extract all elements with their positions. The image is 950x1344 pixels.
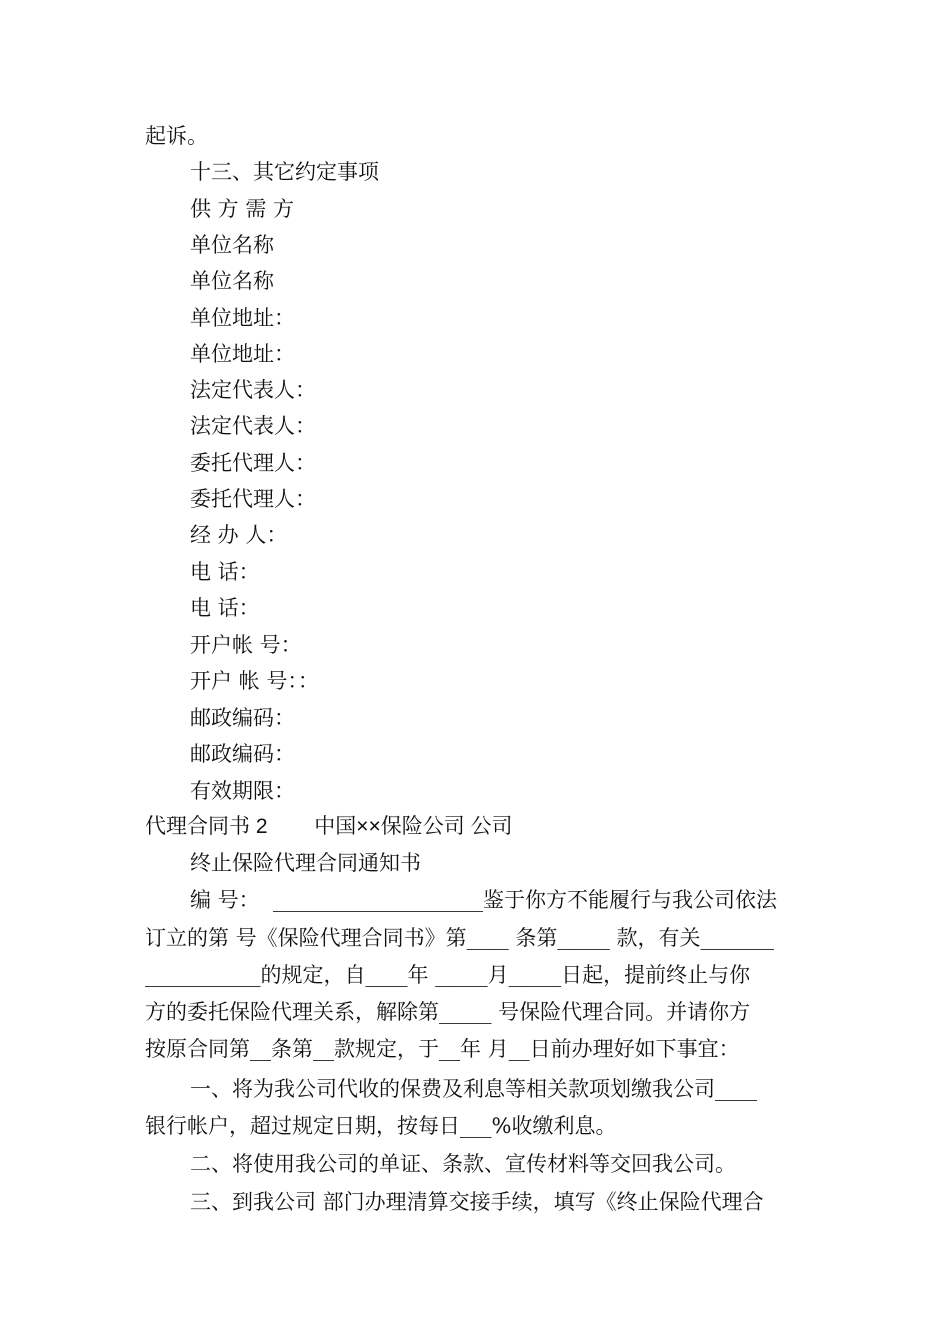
notice-title: 终止保险代理合同通知书 <box>190 851 421 875</box>
item-one-line-1: 一、将为我公司代收的保费及利息等相关款项划缴我公司____ <box>190 1077 757 1101</box>
item-two: 二、将使用我公司的单证、条款、宣传材料等交回我公司。 <box>190 1152 736 1176</box>
item-one-line-2: 银行帐户，超过规定日期，按每日___%收缴利息。 <box>145 1114 617 1138</box>
field-handler: 经 办 人： <box>190 523 288 547</box>
notice-paragraph-line-3: ___________的规定，自____年 _____月_____日起，提前终止与你 <box>145 963 751 987</box>
field-legal-rep-buyer: 法定代表人： <box>190 414 316 438</box>
field-phone-buyer: 电 话： <box>190 596 260 620</box>
field-agent-supplier: 委托代理人： <box>190 451 316 475</box>
field-agent-buyer: 委托代理人： <box>190 487 316 511</box>
notice-paragraph-line-5: 按原合同第__条第__款规定，于__年 月__日前办理好如下事宜： <box>145 1037 740 1061</box>
field-postcode-supplier: 邮政编码： <box>190 706 295 730</box>
field-phone-supplier: 电 话： <box>190 560 260 584</box>
item-three-line-1: 三、到我公司 部门办理清算交接手续，填写《终止保险代理合 <box>190 1190 764 1214</box>
field-unit-name-supplier: 单位名称 <box>190 233 274 257</box>
section-heading-other-matters: 十三、其它约定事项 <box>190 160 379 184</box>
party-header: 供 方 需 方 <box>190 197 295 221</box>
field-postcode-buyer: 邮政编码： <box>190 742 295 766</box>
notice-paragraph-line-1: 编 号： ____________________鉴于你方不能履行与我公司依法 <box>190 888 778 912</box>
field-account-supplier: 开户帐 号： <box>190 633 302 657</box>
field-unit-address-buyer: 单位地址： <box>190 342 295 366</box>
field-account-buyer: 开户 帐 号：： <box>190 669 319 693</box>
notice-paragraph-line-4: 方的委托保险代理关系，解除第_____ 号保险代理合同。并请你方 <box>145 1000 751 1024</box>
field-unit-name-buyer: 单位名称 <box>190 269 274 293</box>
field-validity: 有效期限： <box>190 779 295 803</box>
field-unit-address-supplier: 单位地址： <box>190 306 295 330</box>
field-legal-rep-supplier: 法定代表人： <box>190 378 316 402</box>
document-title-agency-contract: 代理合同书 2 中国××保险公司 公司 <box>145 815 513 838</box>
text-line-qisu: 起诉。 <box>145 124 208 148</box>
notice-paragraph-line-2: 订立的第 号《保险代理合同书》第____ 条第_____ 款，有关_______ <box>145 926 775 950</box>
